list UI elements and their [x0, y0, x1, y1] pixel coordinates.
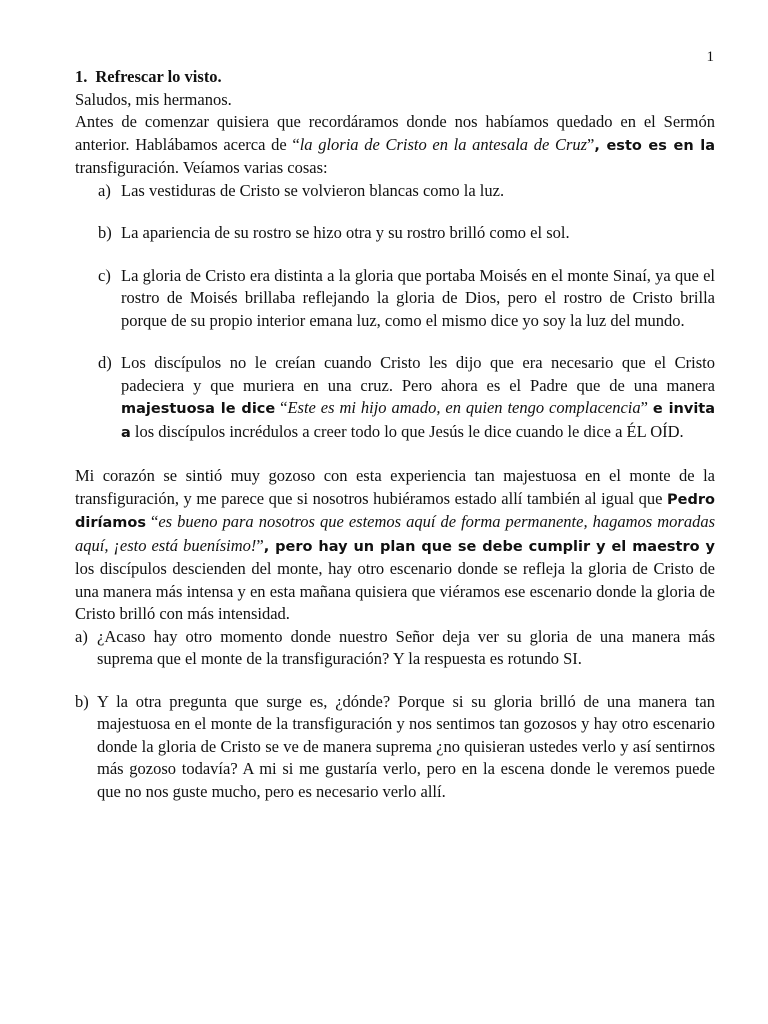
list-marker: d) [98, 353, 112, 372]
list-marker: a) [75, 626, 88, 646]
list-item-text: “ [275, 398, 288, 417]
list-item-text: ” [640, 398, 653, 417]
list-item-text: La gloria de Cristo era distinta a la gloria que portaba Moisés en el monte Sinaí, ya que el rostro de Moisés brillaba reflejando la gloria de Dios, pero el rostro de Cristo brilla porque de su propio interior emana luz, como el mismo dice yo soy la luz del mundo. [121, 265, 715, 330]
list-item [75, 180, 715, 203]
list-item [75, 691, 715, 804]
list-item-text: Los discípulos no le creían cuando Cristo les dijo que era necesario que el Cristo padeciera y que muriera en una cruz. Pero ahora es el Padre que de una manera [121, 353, 715, 395]
points-list [75, 180, 715, 445]
list-marker: b) [98, 223, 112, 242]
intro-paragraph [75, 111, 715, 180]
intro-quote: la gloria de Cristo en la antesala de Cruz [299, 134, 588, 154]
list-item-text: La apariencia de su rostro se hizo otra y su rostro brilló como el sol. [121, 223, 570, 242]
list-marker: b) [75, 691, 89, 711]
paragraph-emphasis: , pero hay un plan que se debe cumplir y el maestro y [263, 538, 715, 555]
intro-text: ” [587, 134, 595, 154]
list-marker: c) [98, 265, 111, 285]
paragraph-emphasis: Pedro diríamos [75, 491, 715, 531]
intro-text: transfiguración. Veíamos varias cosas: [75, 158, 328, 177]
paragraph-text: “ [145, 512, 159, 531]
list-item [75, 265, 715, 333]
list-item-text: ¿Acaso hay otro momento donde nuestro Señor deja ver su gloria de una manera más suprema que el monte de la transfiguración? Y la respuesta es rotundo SI. [97, 626, 715, 668]
list-item-text: los discípulos incrédulos a creer todo lo que Jesús le dice cuando le dice a ÉL OÍD. [130, 421, 684, 441]
paragraph-text: los discípulos descienden del monte, hay otro escenario donde se refleja la gloria de Cristo de una manera más intensa y en esta mañana quisiera que viéramos ese escenario donde la gloria de Cristo brilló con más intensidad. [75, 559, 715, 623]
list-item-quote: Este es mi hijo amado, en quien tengo complacencia [287, 398, 641, 417]
page-number: 1 [706, 49, 714, 65]
section-title: Refrescar lo visto. [95, 67, 222, 86]
paragraph-text: Mi corazón se sintió muy gozoso con esta experiencia tan majestuosa en el monte de la transfiguración, y me parece que si nosotros hubiéramos estado allí también al igual que [75, 466, 715, 508]
list-item [75, 626, 715, 671]
list-item [75, 352, 715, 444]
list-item [75, 222, 715, 245]
list-marker: a) [98, 180, 111, 200]
list-item-emphasis: majestuosa le dice [121, 401, 276, 417]
list-item-emphasis: e invita a [121, 401, 716, 441]
list-item-text: Y la otra pregunta que surge es, ¿dónde? Porque si su gloria brilló de una manera tan majestuosa en el monte de la transfiguración y nos sentimos tan gozosos y hay otro escenario donde la gloria de Cristo se ve de manera suprema ¿no quisieran ustedes verlo y así sentirnos más gozoso todavía? A mi si me gustaría verlo, pero en la escena donde le veremos puede que no nos guste mucho, pero es necesario verlo allí. [97, 691, 715, 801]
document-body [75, 66, 715, 803]
questions-list [75, 626, 715, 804]
body-paragraph [75, 465, 715, 626]
section-number: 1. [75, 67, 88, 86]
section-heading [75, 66, 715, 89]
greeting: Saludos, mis hermanos. [75, 89, 232, 109]
paragraph-text: ” [256, 535, 264, 555]
paragraph-quote: es bueno para nosotros que estemos aquí de forma permanente, hagamos moradas aquí, ¡esto está buenísimo! [75, 512, 716, 555]
list-item-text: Las vestiduras de Cristo se volvieron blancas como la luz. [121, 180, 505, 200]
intro-emphasis: , esto es en la [594, 137, 715, 154]
intro-text: Antes de comenzar quisiera que recordáramos donde nos habíamos quedado en el Sermón anterior. Hablábamos acerca de “ [75, 112, 715, 154]
